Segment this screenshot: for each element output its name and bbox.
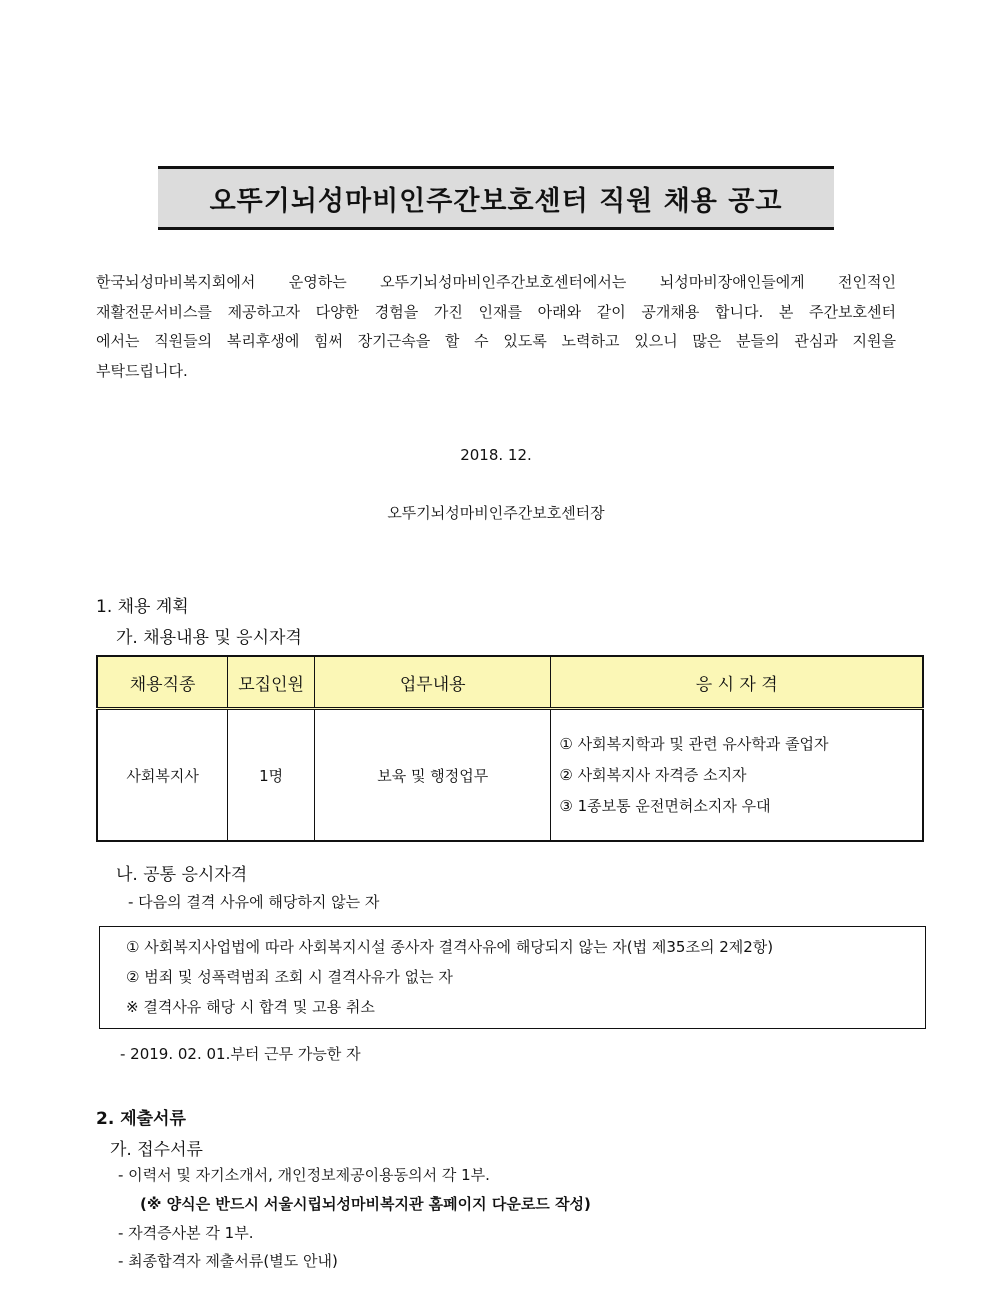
signature: 오뚜기뇌성마비인주간보호센터장 — [387, 504, 605, 522]
table-header-row — [97, 656, 923, 709]
disqualification-box — [99, 926, 926, 1029]
notice-date: 2018. 12. — [460, 446, 532, 464]
section2-heading: 2. 제출서류 — [96, 1109, 186, 1129]
section1-sub-b: 나. 공통 응시자격 — [116, 865, 248, 885]
section1-heading: 1. 채용 계획 — [96, 597, 189, 617]
cell-headcount: 1명 — [228, 709, 315, 842]
intro-line: 에서는 직원들의 복리후생에 힘써 장기근속을 할 수 있도록 노력하고 있으니 많은 분들의 관심과 지원을 — [96, 332, 896, 350]
box-line: ① 사회복지사업법에 따라 사회복지시설 종사자 결격사유에 해당되지 않는 자(법 제35조의 2제2항) — [126, 938, 774, 956]
document-item-note: (※ 양식은 반드시 서울시립뇌성마비복지관 홈페이지 다운로드 작성) — [140, 1195, 591, 1213]
page-title: 오뚜기뇌성마비인주간보호센터 직원 채용 공고 — [158, 166, 834, 230]
document-item: - 이력서 및 자기소개서, 개인정보제공이용동의서 각 1부. — [118, 1166, 490, 1184]
header-headcount: 모집인원 — [228, 656, 315, 709]
cell-duties: 보육 및 행정업무 — [315, 709, 551, 842]
section2-sub-a: 가. 접수서류 — [110, 1140, 203, 1160]
intro-line: 재활전문서비스를 제공하고자 다양한 경험을 가진 인재를 아래와 같이 공개채용 합니다. 본 주간보호센터 — [96, 302, 896, 321]
box-line: ※ 결격사유 해당 시 합격 및 고용 취소 — [126, 998, 375, 1016]
header-qualifications: 응 시 자 격 — [551, 656, 923, 709]
intro-paragraph — [96, 268, 896, 386]
qualification-item: ③ 1종보통 운전면허소지자 우대 — [559, 796, 771, 815]
header-job-type: 채용직종 — [97, 656, 228, 709]
qualification-item: ① 사회복지학과 및 관련 유사학과 졸업자 — [559, 734, 829, 753]
cell-job-type: 사회복지사 — [97, 709, 228, 842]
recruitment-table — [96, 655, 924, 842]
section1-sub-a: 가. 채용내용 및 응시자격 — [116, 628, 302, 648]
table-row — [97, 709, 923, 842]
header-duties: 업무내용 — [315, 656, 551, 709]
sub-b-description: - 다음의 결격 사유에 해당하지 않는 자 — [128, 893, 380, 911]
intro-line: 부탁드립니다. — [96, 361, 188, 380]
intro-line: 한국뇌성마비복지회에서 운영하는 오뚜기뇌성마비인주간보호센터에서는 뇌성마비장애인들에게 전인적인 — [96, 273, 896, 291]
box-line: ② 범죄 및 성폭력범죄 조회 시 결격사유가 없는 자 — [126, 968, 453, 986]
cell-qualifications — [551, 709, 923, 842]
qualification-item: ② 사회복지사 자격증 소지자 — [559, 765, 747, 784]
document-item: - 최종합격자 제출서류(별도 안내) — [118, 1252, 338, 1270]
start-date-note: - 2019. 02. 01.부터 근무 가능한 자 — [120, 1045, 361, 1063]
document-item: - 자격증사본 각 1부. — [118, 1224, 254, 1242]
